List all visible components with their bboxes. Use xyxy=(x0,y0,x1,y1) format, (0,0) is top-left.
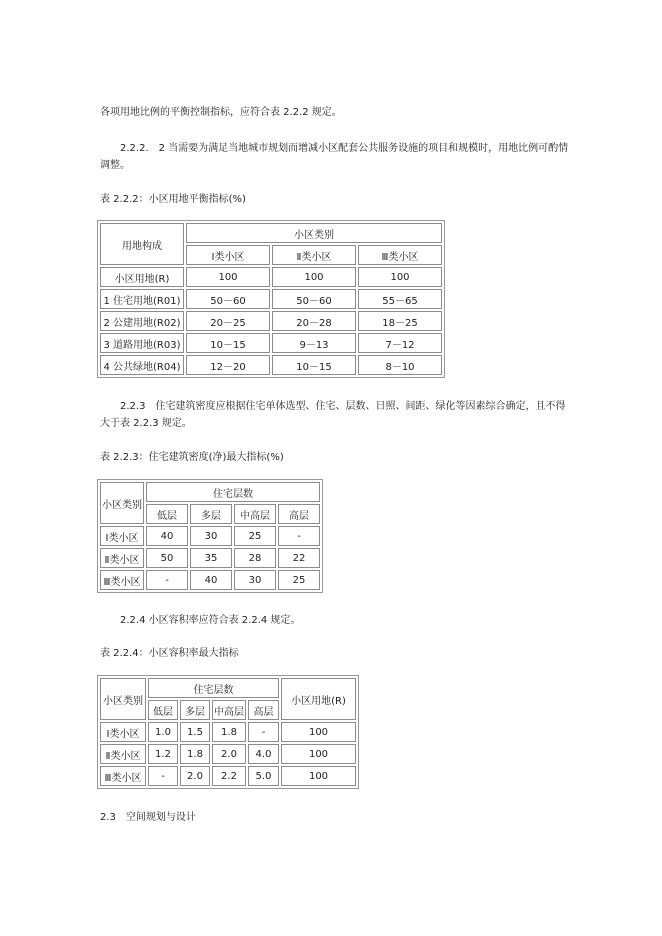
table-cell: 10－15 xyxy=(272,355,356,375)
table-header-cell: 中高层 xyxy=(212,700,246,720)
table-cell: - xyxy=(146,570,188,590)
paragraph-intro: 各项用地比例的平衡控制指标，应符合表 2.2.2 规定。 xyxy=(100,107,342,118)
table-cell: 4 公共绿地(R04) xyxy=(100,355,184,375)
table-cell: 100 xyxy=(281,744,356,764)
table-header-cell: 高层 xyxy=(278,504,320,524)
table-row xyxy=(100,744,356,764)
table-header-floors: 住宅层数 xyxy=(146,482,320,502)
table-cell: 7－12 xyxy=(358,333,442,353)
table-row xyxy=(100,548,320,568)
table-row xyxy=(100,311,442,331)
table-header-district-category: 小区类别 xyxy=(100,678,146,720)
table-cell: 10－15 xyxy=(186,333,270,353)
table-cell: Ⅱ类小区 xyxy=(100,744,146,764)
table-cell: 30 xyxy=(234,570,276,590)
table-cell: 35 xyxy=(190,548,232,568)
table-cell: 50－60 xyxy=(186,289,270,309)
table-cell: 100 xyxy=(358,267,442,287)
table-cell: 1.8 xyxy=(180,744,210,764)
table-header-cell: 多层 xyxy=(190,504,232,524)
table-header-land-composition: 用地构成 xyxy=(100,223,184,265)
table-cell: 22 xyxy=(278,548,320,568)
table-cell: Ⅰ类小区 xyxy=(100,526,144,546)
table-cell: 1.0 xyxy=(148,722,178,742)
table-row xyxy=(100,289,442,309)
table-cell: - xyxy=(248,722,279,742)
table-2-2-4-caption: 表 2.2.4：小区容积率最大指标 xyxy=(100,648,239,659)
table-2-2-2 xyxy=(97,220,445,378)
table-row xyxy=(100,766,356,786)
table-cell: Ⅰ类小区 xyxy=(100,722,146,742)
table-cell: 25 xyxy=(234,526,276,546)
table-cell: 100 xyxy=(281,766,356,786)
table-cell: - xyxy=(148,766,178,786)
table-cell: 40 xyxy=(146,526,188,546)
table-row xyxy=(100,355,442,375)
table-cell: 5.0 xyxy=(248,766,279,786)
table-header-district-category: 小区类别 xyxy=(186,223,442,243)
table-cell: 9－13 xyxy=(272,333,356,353)
table-header-cell: Ⅱ类小区 xyxy=(272,245,356,265)
table-cell: 55－65 xyxy=(358,289,442,309)
table-2-2-3 xyxy=(97,479,323,593)
table-header-cell: 高层 xyxy=(248,700,279,720)
table-header-district-land: 小区用地(R) xyxy=(281,678,356,720)
table-cell: 25 xyxy=(278,570,320,590)
section-heading-2-3: 2.3 空间规划与设计 xyxy=(100,812,196,823)
table-cell: 30 xyxy=(190,526,232,546)
table-row xyxy=(100,570,320,590)
paragraph-2-2-4: 2.2.4 小区容积率应符合表 2.2.4 规定。 xyxy=(120,615,301,626)
table-cell: 1.8 xyxy=(212,722,246,742)
table-2-2-3-caption: 表 2.2.3：住宅建筑密度(净)最大指标(%) xyxy=(100,452,284,463)
table-header-cell: 多层 xyxy=(180,700,210,720)
table-header-district-category: 小区类别 xyxy=(100,482,144,524)
table-2-2-4 xyxy=(97,675,359,789)
table-row xyxy=(100,333,442,353)
table-cell: Ⅲ类小区 xyxy=(100,766,146,786)
table-header-cell: 低层 xyxy=(148,700,178,720)
table-header-cell: 中高层 xyxy=(234,504,276,524)
table-header-floors: 住宅层数 xyxy=(148,678,279,698)
table-cell: 18－25 xyxy=(358,311,442,331)
table-row xyxy=(100,267,442,287)
table-header-cell: Ⅲ类小区 xyxy=(358,245,442,265)
table-cell: 12－20 xyxy=(186,355,270,375)
table-cell: 2.0 xyxy=(212,744,246,764)
table-header-cell: Ⅰ类小区 xyxy=(186,245,270,265)
paragraph-2-2-2: 2.2.2. 2 当需要为满足当地城市规划而增减小区配套公共服务设施的项目和规模时，用地比例可酌情调整。 xyxy=(100,143,569,171)
table-header-cell: 低层 xyxy=(146,504,188,524)
table-cell: 2 公建用地(R02) xyxy=(100,311,184,331)
table-cell: 100 xyxy=(272,267,356,287)
table-cell: 3 道路用地(R03) xyxy=(100,333,184,353)
table-row xyxy=(100,526,320,546)
table-cell: 50－60 xyxy=(272,289,356,309)
table-cell: Ⅱ类小区 xyxy=(100,548,144,568)
paragraph-2-2-3: 2.2.3 住宅建筑密度应根据住宅单体选型、住宅、层数、日照、间距、绿化等因素综合确定，且不得大于表 2.2.3 规定。 xyxy=(100,401,566,429)
table-cell: 1.2 xyxy=(148,744,178,764)
table-cell: 20－25 xyxy=(186,311,270,331)
table-cell: 8－10 xyxy=(358,355,442,375)
table-cell: 50 xyxy=(146,548,188,568)
table-cell: 小区用地(R) xyxy=(100,267,184,287)
table-cell: 1.5 xyxy=(180,722,210,742)
table-cell: 40 xyxy=(190,570,232,590)
table-cell: - xyxy=(278,526,320,546)
table-cell: Ⅲ类小区 xyxy=(100,570,144,590)
table-cell: 4.0 xyxy=(248,744,279,764)
table-cell: 20－28 xyxy=(272,311,356,331)
table-cell: 28 xyxy=(234,548,276,568)
table-cell: 1 住宅用地(R01) xyxy=(100,289,184,309)
table-2-2-2-caption: 表 2.2.2：小区用地平衡指标(%) xyxy=(100,194,246,205)
table-cell: 2.0 xyxy=(180,766,210,786)
table-cell: 100 xyxy=(186,267,270,287)
table-row xyxy=(100,722,356,742)
table-cell: 100 xyxy=(281,722,356,742)
table-cell: 2.2 xyxy=(212,766,246,786)
